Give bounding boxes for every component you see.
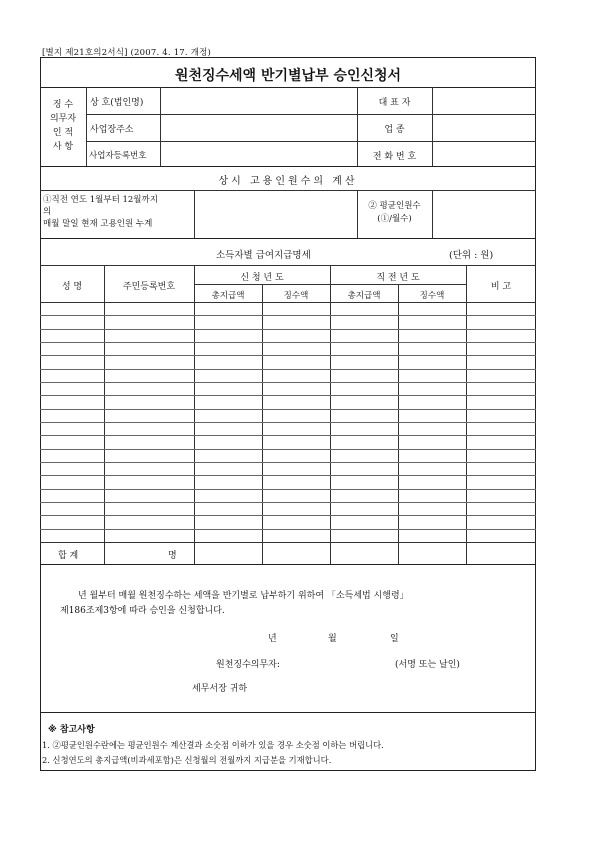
group-label-line: 인 적 [52,128,74,138]
divider [86,87,87,166]
group-label-line: 의무자 [49,114,77,124]
note-item-2: 2. 신청연도의 총지급액(비과세포함)은 신청월의 전월까지 지급분을 기재합니다. [42,755,332,765]
divider [398,284,399,564]
business-reg-no-label: 사업자등록번호 [89,151,147,161]
table-row [40,435,536,436]
form-header: [별지 제21호의2서식] (2007. 4. 17. 개정) [42,48,212,58]
representative-label: 대 표 자 [378,98,411,108]
withholder-group-label [40,98,86,154]
divider [86,114,536,115]
col-prev-year-header: 직 전 년 도 [376,273,420,283]
divider [194,265,195,564]
prev-tax-header: 징수액 [419,291,445,301]
table-row [40,422,536,423]
divider [40,302,536,303]
col-resident-no-header: 주민등록번호 [122,282,176,292]
note-item-1: 1. ②평균인원수란에는 평균인원수 계산결과 소숫점 이하가 있을 경우 소숫점 이하는 버립니다. [42,740,384,750]
table-row [40,489,536,490]
prev-total-pay-header: 총지급액 [347,291,381,301]
table-row [40,409,536,410]
signature-note: (서명 또는 날인) [395,660,460,670]
divider [160,87,161,166]
label-line: 의 [43,207,52,217]
divider [40,265,536,266]
col-name-header: 성 명 [61,282,83,292]
label-line: ② 평균인원수 [368,201,421,211]
apply-tax-header: 징수액 [283,291,309,301]
col-note-header: 비 고 [490,282,512,292]
declaration-line-1: 년 월부터 매월 원천징수하는 세액을 반기별로 납부하기 위하여 「소득세법 시행령」 [78,591,409,601]
address-label: 사업장주소 [90,125,134,135]
divider [262,284,263,564]
divider [432,190,433,238]
date-year: 년 [268,634,277,644]
table-row [40,449,536,450]
table-row [40,395,536,396]
table-row [40,382,536,383]
divider [466,265,467,564]
group-label-line: 사 항 [52,142,74,152]
label-line: (①/월수) [377,214,412,224]
date-day: 일 [390,634,399,644]
total-unit: 명 [168,551,177,561]
company-name-label: 상 호(법인명) [90,98,144,108]
divider [40,87,536,88]
table-row [40,529,536,530]
table-row [40,315,536,316]
average-employee-label [357,200,432,226]
apply-total-pay-header: 총지급액 [211,291,245,301]
table-row [40,515,536,516]
divider [432,87,433,166]
divider [40,542,536,543]
divider [330,265,331,564]
label-line: 매월 말일 현재 고용인원 누계 [43,219,153,229]
table-row [40,329,536,330]
table-row [40,475,536,476]
declaration-line-2: 제186조제3항에 따라 승인을 신청합니다. [60,606,225,616]
label-line: ①직전 연도 1월부터 12월까지 [43,195,158,205]
divider [40,166,536,167]
recipient-label: 세무서장 귀하 [192,684,248,694]
employee-section-title: 상시 고용인원수의 계산 [218,176,358,187]
divider [40,238,536,239]
divider [40,564,536,565]
form-frame [40,57,536,771]
monthly-employee-total-label [43,194,158,230]
table-row [40,502,536,503]
group-label-line: 징 수 [52,100,74,110]
divider [104,265,105,564]
divider [194,190,195,238]
table-row [40,355,536,356]
divider [86,141,536,142]
table-row [40,462,536,463]
table-row [40,342,536,343]
divider [40,190,536,191]
notes-title: ※ 참고사항 [48,725,95,735]
col-apply-year-header: 신 청 년 도 [240,273,284,283]
table-row [40,369,536,370]
applicant-label: 원천징수의무자: [216,660,280,670]
income-section-title: 소득자별 급여지급명세 [216,250,311,261]
phone-label: 전 화 번 호 [372,152,417,162]
total-label: 합 계 [58,551,79,561]
business-type-label: 업 종 [384,125,405,135]
unit-label: (단위 : 원) [449,250,494,261]
form-title: 원천징수세액 반기별납부 승인신청서 [174,68,402,84]
divider [40,712,536,713]
date-month: 월 [328,634,337,644]
